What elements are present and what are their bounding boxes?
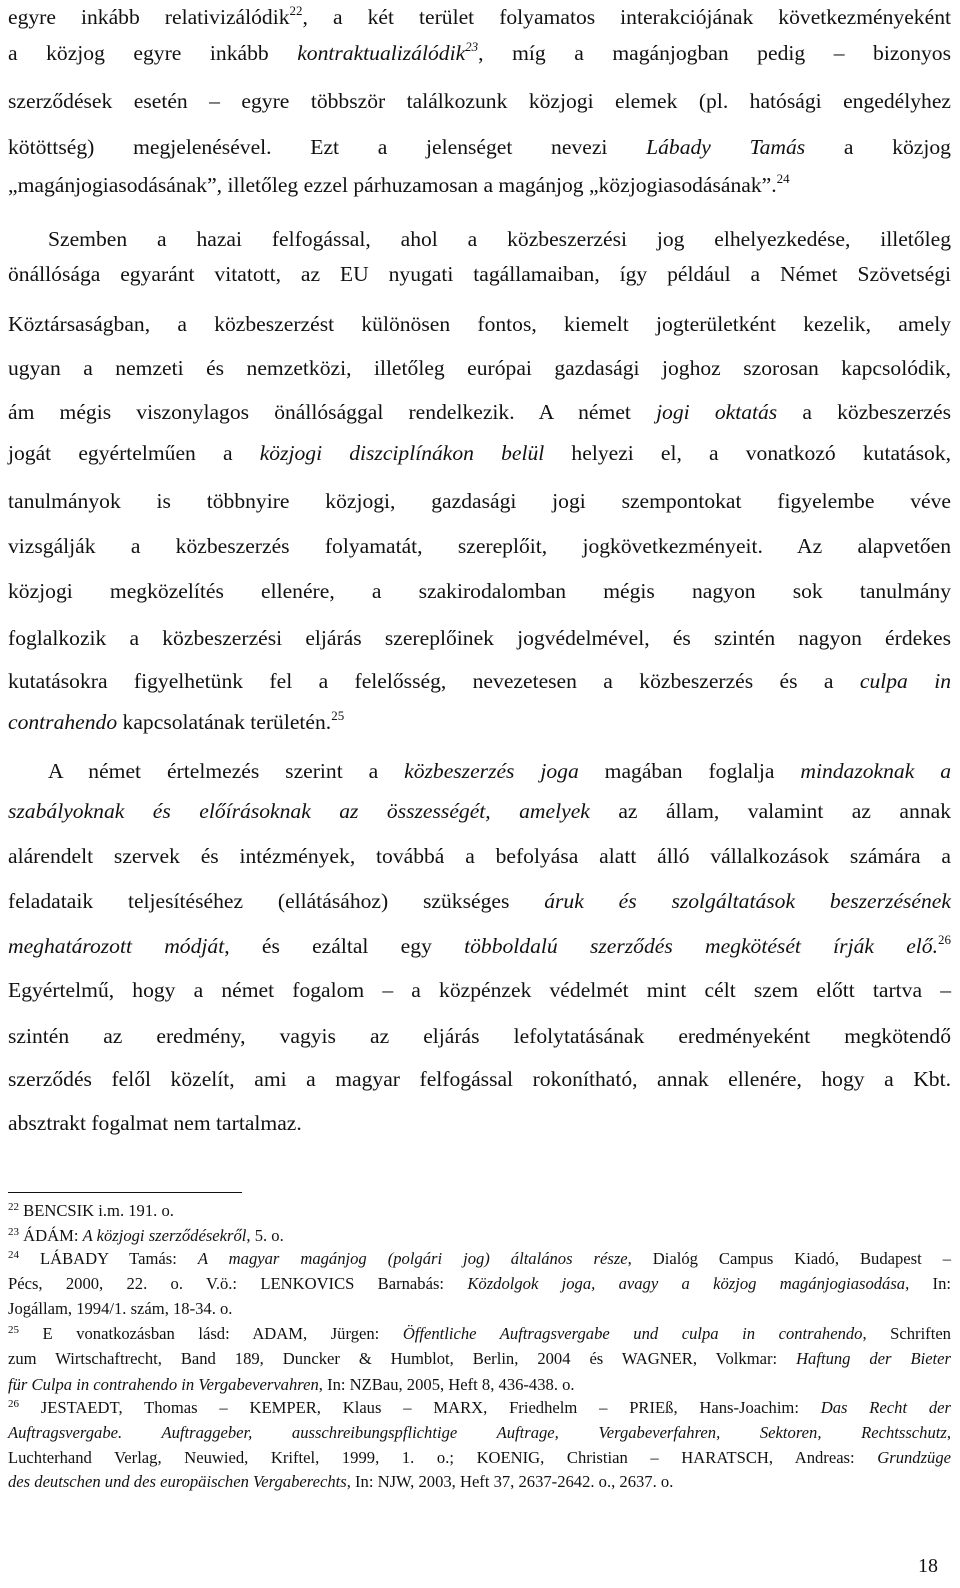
body-line: „magánjogiasodásának”, illetőleg ezzel párhuzamosan a magánjog „közjogiasodásának”.$^{24}$: [8, 171, 790, 197]
body-line: kutatásokra figyelhetünk fel a felelősség, nevezetesen a közbeszerzés és a culpa in: [8, 669, 952, 693]
body-line: ám mégis viszonylagos önállósággal rendelkezik. A német jogi oktatás a közbeszerzés: [8, 400, 952, 424]
footnote-line: $^{24}$ LÁBADY Tamás: A magyar magánjog (polgári jog) általános része, Dialóg Campus Kiadó, Budapest –: [8, 1249, 952, 1268]
footnote-line: Luchterhand Verlag, Neuwied, Kriftel, 1999, 1. o.; KOENIG, Christian – HARATSCH, Andreas: Grundzüge: [8, 1448, 951, 1467]
footnote-line: für Culpa in contrahendo in Vergabevervahren, In: NZBau, 2005, Heft 8, 436-438. o.: [8, 1375, 575, 1394]
footnote-line: $^{22}$ BENCSIK i.m. 191. o.: [8, 1201, 174, 1220]
footnote-line: $^{23}$ ÁDÁM: A közjogi szerződésekről, 5. o.: [8, 1226, 284, 1245]
body-line: Köztársaságban, a közbeszerzést különösen fontos, kiemelt jogterületként kezelik, amely: [8, 312, 951, 336]
body-line: A német értelmezés szerint a közbeszerzés joga magában foglalja mindazoknak a: [48, 759, 951, 783]
body-line: meghatározott módját, és ezáltal egy többoldalú szerződés megkötését írják elő.$^{26}$: [8, 932, 951, 958]
body-line: tanulmányok is többnyire közjogi, gazdasági jogi szempontokat figyelembe véve: [8, 489, 951, 513]
body-line: absztrakt fogalmat nem tartalmaz.: [8, 1111, 302, 1135]
body-line: közjogi megközelítés ellenére, a szakirodalomban mégis nagyon sok tanulmány: [8, 579, 951, 603]
body-line: ugyan a nemzeti és nemzetközi, illetőleg európai gazdasági joghoz szorosan kapcsolódik,: [8, 356, 951, 380]
body-line: foglalkozik a közbeszerzési eljárás szereplőinek jogvédelmével, és szintén nagyon érdekes: [8, 626, 951, 650]
body-line: a közjog egyre inkább kontraktualizálódik$^{23}$, míg a magánjogban pedig – bizonyos: [8, 39, 951, 65]
body-line: szerződések esetén – egyre többször találkozunk közjogi elemek (pl. hatósági engedélyhez: [8, 89, 951, 113]
body-line: jogát egyértelműen a közjogi diszciplínákon belül helyezi el, a vonatkozó kutatások,: [8, 441, 952, 465]
footnote-line: Jogállam, 1994/1. szám, 18-34. o.: [8, 1299, 233, 1318]
body-line: önállósága egyaránt vitatott, az EU nyugati tagállamaiban, így például a Német Szövetségi: [8, 262, 951, 286]
body-line: vizsgálják a közbeszerzés folyamatát, szereplőit, jogkövetkezményeit. Az alapvetően: [8, 534, 951, 558]
body-line: szabályoknak és előírásoknak az összességét, amelyek az állam, valamint az annak: [8, 799, 951, 823]
body-line: feladataik teljesítéséhez (ellátásához) szükséges áruk és szolgáltatások beszerzésének: [8, 889, 951, 913]
body-line: szerződés felől közelít, ami a magyar felfogással rokonítható, annak ellenére, hogy a Kbt.: [8, 1067, 951, 1091]
body-line: Egyértelmű, hogy a német fogalom – a közpénzek védelmét mint célt szem előtt tartva –: [8, 978, 951, 1002]
footnote-line: $^{25}$ E vonatkozásban lásd: ADAM, Jürgen: Öffentliche Auftragsvergabe und culpa in contrahendo, Schriften: [8, 1324, 951, 1343]
body-line: egyre inkább relativizálódik$^{22}$, a két terület folyamatos interakciójának következményeként: [8, 3, 951, 29]
body-line: kötöttség) megjelenésével. Ezt a jelenséget nevezi Lábady Tamás a közjog: [8, 135, 951, 159]
page-number: 18: [918, 1555, 938, 1577]
body-line: Szemben a hazai felfogással, ahol a közbeszerzési jog elhelyezkedése, illetőleg: [48, 227, 951, 251]
footnote-line: $^{26}$ JESTAEDT, Thomas – KEMPER, Klaus – MARX, Friedhelm – PRIEß, Hans-Joachim: Das Recht der: [8, 1398, 951, 1417]
footnote-line: des deutschen und des europäischen Vergaberechts, In: NJW, 2003, Heft 37, 2637-2642. o., 2637. o.: [8, 1472, 674, 1491]
footnote-separator: [8, 1192, 242, 1193]
body-line: contrahendo kapcsolatának területén.$^{25}$: [8, 708, 345, 734]
footnote-line: zum Wirtschaftrecht, Band 189, Duncker & Humblot, Berlin, 2004 és WAGNER, Volkmar: Haftung der Bieter: [8, 1349, 951, 1368]
footnote-line: Pécs, 2000, 22. o. V.ö.: LENKOVICS Barnabás: Közdolgok joga, avagy a közjog magánjogiasodása, In:: [8, 1274, 951, 1293]
body-line: szintén az eredmény, vagyis az eljárás lefolytatásának eredményeként megkötendő: [8, 1024, 951, 1048]
footnote-line: Auftragsvergabe. Auftraggeber, ausschreibungspflichtige Auftrage, Vergabeverfahren, Sektoren, Rechtsschutz,: [8, 1423, 951, 1442]
body-line: alárendelt szervek és intézmények, továbbá a befolyása alatt álló vállalkozások számára a: [8, 844, 951, 868]
